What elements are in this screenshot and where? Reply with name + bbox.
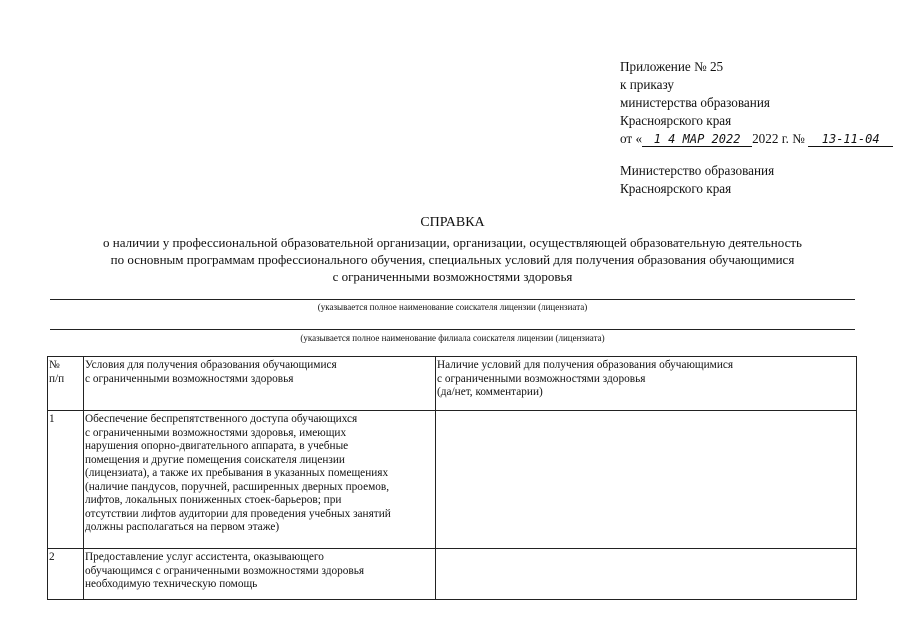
document-subtitle bbox=[20, 234, 885, 285]
row-availability-cell[interactable] bbox=[436, 411, 857, 549]
conditions-table bbox=[47, 356, 857, 600]
table-header-row bbox=[48, 357, 857, 411]
appendix-block bbox=[620, 58, 893, 148]
addressee-block bbox=[620, 162, 774, 198]
branch-name-field[interactable] bbox=[50, 329, 855, 330]
date-suffix: 2022 г. № bbox=[752, 131, 805, 146]
addressee-line: Министерство образования bbox=[620, 163, 775, 178]
table-row bbox=[48, 411, 857, 549]
row-conditions-cell: Предоставление услуг ассистента, оказывающего обучающимся с ограниченными возможностями здоровья необходимую техническую помощь bbox=[84, 549, 436, 600]
row-number-cell: 2 bbox=[48, 549, 84, 600]
table-row bbox=[48, 549, 857, 600]
row-number-cell: 1 bbox=[48, 411, 84, 549]
subtitle-line: с ограниченными возможностями здоровья bbox=[332, 269, 573, 284]
branch-name-caption: (указывается полное наименование филиала соискателя лицензии (лицензиата) bbox=[300, 333, 605, 343]
header-cell-number: № п/п bbox=[48, 357, 84, 411]
header-cell-availability: Наличие условий для получения образования обучающимися с ограниченными возможностями здоровья (да/нет, комментарии) bbox=[436, 357, 857, 411]
subtitle-line: о наличии у профессиональной образовательной организации, организации, осуществляющей образовательную деятельность bbox=[103, 235, 802, 250]
appendix-line: Красноярского края bbox=[620, 113, 732, 128]
licensee-name-field[interactable] bbox=[50, 299, 855, 300]
order-date-line bbox=[620, 130, 893, 148]
licensee-name-caption: (указывается полное наименование соискателя лицензии (лицензиата) bbox=[317, 302, 588, 312]
document-title: СПРАВКА bbox=[420, 215, 485, 230]
row-conditions-cell: Обеспечение беспрепятственного доступа обучающихся с ограниченными возможностями здоровья, имеющих нарушения опорно-двигательного аппарата, в учебные помещения и другие помещения соискателя лицензии (лицензиата), а также их пребывания в указанных помещениях (наличие пандусов, поручней, расширенных дверных проемов, лифтов, локальных пониженных стоек-барьеров; при отсутствии лифтов аудитории для проведения учебных занятий должны располагаться на первом этаже) bbox=[84, 411, 436, 549]
handwritten-order-number: 13-11-04 bbox=[808, 133, 893, 147]
subtitle-line: по основным программам профессионального обучения, специальных условий для получения образования обучающимися bbox=[110, 252, 795, 267]
date-prefix: от « bbox=[620, 131, 643, 146]
appendix-line: к приказу bbox=[620, 77, 674, 92]
header-cell-conditions: Условия для получения образования обучающимися с ограниченными возможностями здоровья bbox=[84, 357, 436, 411]
row-availability-cell[interactable] bbox=[436, 549, 857, 600]
addressee-line: Красноярского края bbox=[620, 181, 732, 196]
appendix-line: министерства образования bbox=[620, 95, 770, 110]
appendix-line: Приложение № 25 bbox=[620, 59, 724, 74]
handwritten-date: 1 4 МАР 2022 bbox=[642, 133, 752, 147]
